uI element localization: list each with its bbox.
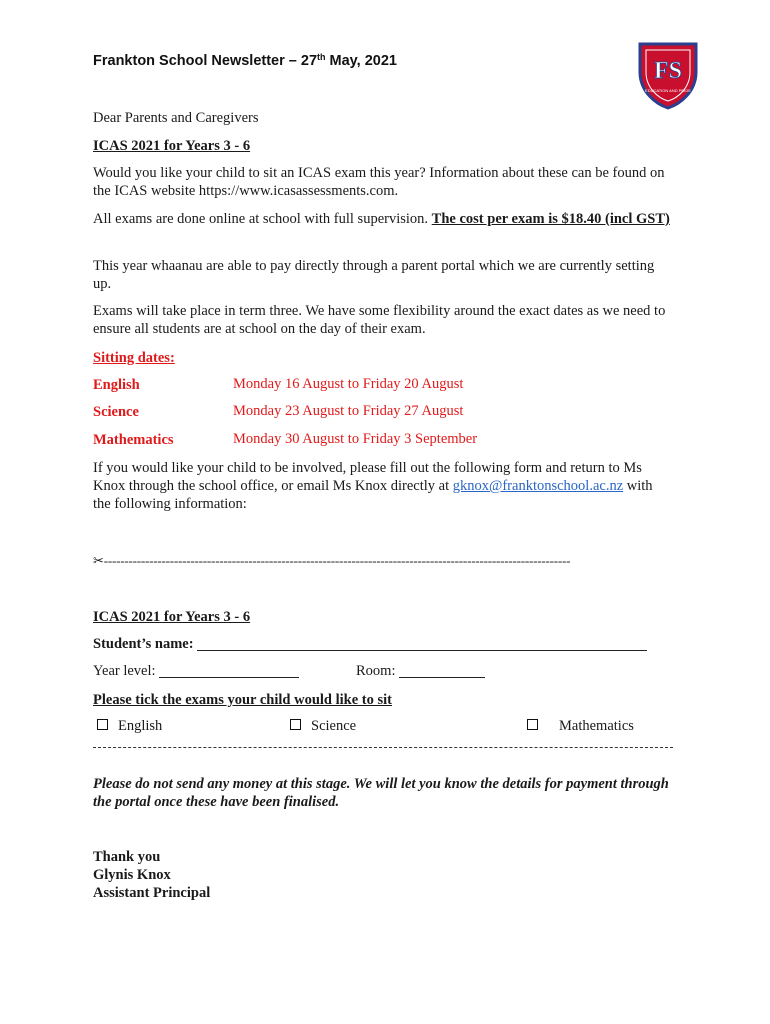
- student-name-field[interactable]: [197, 636, 647, 651]
- cost-highlight: The cost per exam is $18.40 (incl GST): [431, 211, 670, 227]
- checkbox-mathematics[interactable]: Mathematics: [527, 718, 634, 735]
- paragraph-portal: This year whaanau are able to pay directly through a parent portal which we are currently setting up.: [93, 258, 655, 292]
- subject-science: Science: [93, 404, 139, 420]
- room-field[interactable]: [399, 663, 485, 678]
- checkbox-english[interactable]: English: [97, 718, 162, 735]
- paragraph-icas-info: Would you like your child to sit an ICAS exam this year? Information about these can be found on the ICAS website https://www.icasassessments.com.: [93, 165, 665, 199]
- dates-mathematics: Monday 30 August to Friday 3 September: [233, 431, 478, 447]
- payment-notice: Please do not send any money at this stage. We will let you know the details for payment through the portal once these have been finalised.: [93, 776, 669, 810]
- signoff-role: Assistant Principal: [93, 885, 211, 901]
- logo-motto: EDUCATION AND PRIDE: [645, 88, 691, 93]
- scissors-icon: ✂: [93, 553, 104, 568]
- checkbox-icon[interactable]: [290, 719, 301, 730]
- greeting: Dear Parents and Caregivers: [93, 110, 259, 126]
- year-level-row: Year level:: [93, 662, 299, 680]
- signoff-name: Glynis Knox: [93, 867, 171, 883]
- section-heading: ICAS 2021 for Years 3 - 6: [93, 138, 251, 154]
- checkbox-icon[interactable]: [527, 719, 538, 730]
- subject-english: English: [93, 377, 140, 393]
- year-level-field[interactable]: [159, 663, 299, 678]
- cut-line: ✂-----------------------------------------------------------------------------------------------------------------: [93, 553, 571, 568]
- student-name-row: Student’s name:: [93, 635, 647, 653]
- checkbox-science[interactable]: Science: [290, 718, 356, 735]
- newsletter-title: Frankton School Newsletter – 27th May, 2021: [93, 52, 397, 69]
- paragraph-involvement: If you would like your child to be involved, please fill out the following form and return to Ms Knox through the school office, or email Ms Knox directly at gknox@franktonschool.ac.nz with the following information:: [93, 460, 653, 512]
- paragraph-cost: All exams are done online at school with full supervision. The cost per exam is $18.40 (incl GST): [93, 211, 670, 227]
- sitting-dates-heading: Sitting dates:: [93, 350, 175, 366]
- form-heading: ICAS 2021 for Years 3 - 6: [93, 609, 251, 625]
- dates-science: Monday 23 August to Friday 27 August: [233, 403, 464, 419]
- subject-mathematics: Mathematics: [93, 432, 174, 448]
- signoff-thanks: Thank you: [93, 849, 161, 865]
- logo-letters: FS: [653, 58, 683, 84]
- room-row: Room:: [356, 662, 485, 680]
- separator-dashed: [93, 747, 673, 748]
- email-link[interactable]: gknox@franktonschool.ac.nz: [452, 478, 624, 494]
- checkbox-icon[interactable]: [97, 719, 108, 730]
- tick-heading: Please tick the exams your child would like to sit: [93, 692, 392, 708]
- school-logo: [636, 38, 700, 110]
- paragraph-term-three: Exams will take place in term three. We have some flexibility around the exact dates as we need to ensure all students are at school on the day of their exam.: [93, 303, 666, 337]
- dates-english: Monday 16 August to Friday 20 August: [233, 376, 464, 392]
